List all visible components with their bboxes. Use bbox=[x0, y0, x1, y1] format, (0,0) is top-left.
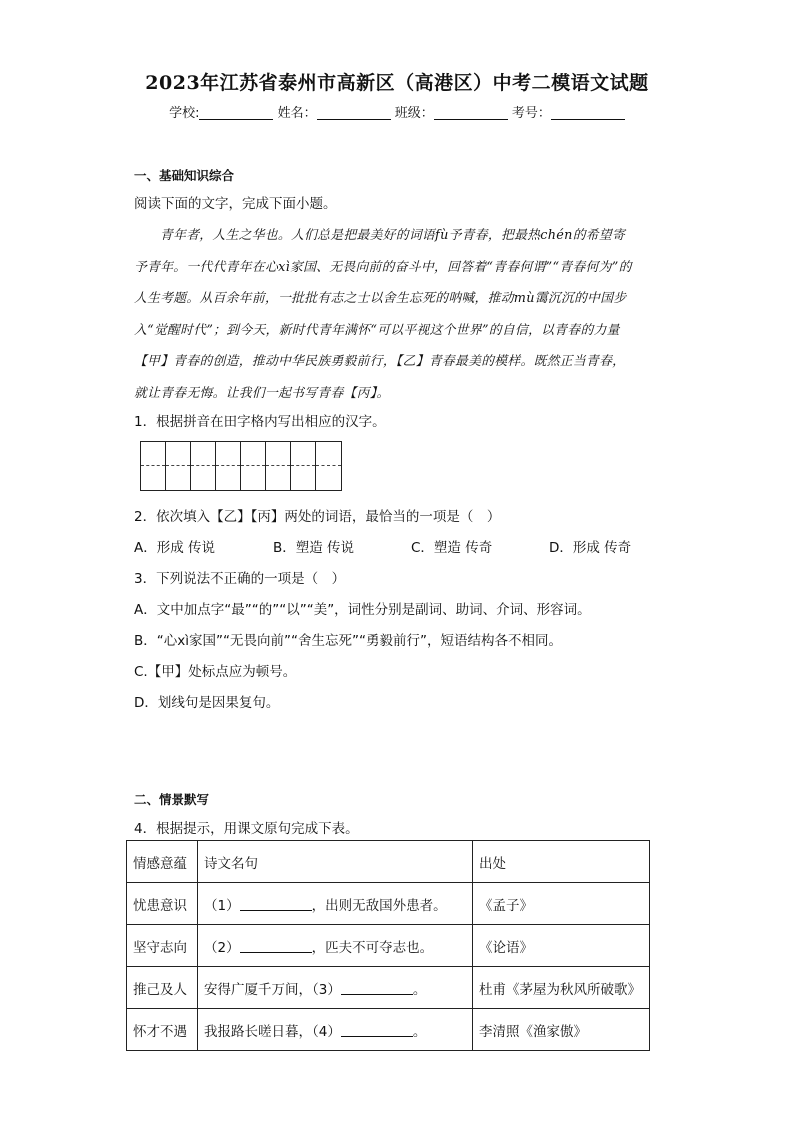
verse-cell: （2） ，匹夫不可夺志也。 bbox=[198, 925, 473, 967]
table-header-row bbox=[127, 841, 650, 883]
tianzige-cell[interactable] bbox=[241, 442, 266, 490]
emotion-cell: 坚守志向 bbox=[127, 925, 198, 967]
q3-option-a[interactable]: A．文中加点字“最”“的”“以”“美”，词性分别是副词、助词、介词、形容词。 bbox=[134, 602, 591, 618]
passage-line: 【甲】青春的创造，推动中华民族勇毅前行，【乙】青春最美的模样。既然正当青春， bbox=[134, 354, 626, 369]
table-row bbox=[127, 883, 650, 925]
student-info-line bbox=[0, 102, 794, 121]
q3-option-c[interactable]: C.【甲】处标点应为顿号。 bbox=[134, 664, 297, 680]
source-cell: 杜甫《茅屋为秋风所破歌》 bbox=[473, 967, 650, 1009]
table-row bbox=[127, 1009, 650, 1051]
page-title: 2023年江苏省泰州市高新区（高港区）中考二模语文试题 bbox=[145, 72, 649, 94]
verse-cell: 我报路长嗟日暮，（4） 。 bbox=[198, 1009, 473, 1051]
verse-cell: 安得广厦千万间，（3） 。 bbox=[198, 967, 473, 1009]
tianzige-cell[interactable] bbox=[216, 442, 241, 490]
q2-option-c[interactable]: C．塑造 传奇 bbox=[411, 540, 493, 556]
passage-line: 青年者，人生之华也。人们总是把最美好的词语fù予青春，把最热chén的希望寄 bbox=[160, 228, 626, 243]
question-3: 3．下列说法不正确的一项是（ ） bbox=[134, 571, 346, 587]
table-header: 诗文名句 bbox=[198, 841, 473, 883]
section2-heading: 二、情景默写 bbox=[134, 792, 210, 807]
source-cell: 李清照《渔家傲》 bbox=[473, 1009, 650, 1051]
question-4: 4．根据提示，用课文原句完成下表。 bbox=[134, 821, 359, 837]
emotion-cell: 怀才不遇 bbox=[127, 1009, 198, 1051]
section1-instruction: 阅读下面的文字，完成下面小题。 bbox=[134, 196, 337, 212]
name-label: 姓名： bbox=[277, 106, 317, 121]
section1-heading: 一、基础知识综合 bbox=[134, 168, 235, 183]
answer-blank[interactable] bbox=[341, 1024, 413, 1037]
source-cell: 《论语》 bbox=[473, 925, 650, 967]
emotion-cell: 忧患意识 bbox=[127, 883, 198, 925]
source-cell: 《孟子》 bbox=[473, 883, 650, 925]
verse-cell: （1） ，出则无敌国外患者。 bbox=[198, 883, 473, 925]
table-row bbox=[127, 925, 650, 967]
class-blank[interactable] bbox=[434, 105, 508, 120]
q2-option-b[interactable]: B．塑造 传说 bbox=[273, 540, 355, 556]
school-label: 学校: bbox=[169, 106, 200, 121]
exam-number-blank[interactable] bbox=[551, 105, 625, 120]
question-2: 2．依次填入【乙】【丙】两处的词语，最恰当的一项是（ ） bbox=[134, 509, 501, 525]
question-1: 1．根据拼音在田字格内写出相应的汉字。 bbox=[134, 414, 386, 430]
q3-option-b[interactable]: B．“心xì家国”“无畏向前”“舍生忘死”“勇毅前行”，短语结构各不相同。 bbox=[134, 633, 562, 649]
table-header: 出处 bbox=[473, 841, 650, 883]
q2-option-d[interactable]: D．形成 传奇 bbox=[549, 540, 632, 556]
passage-line: 予青年。一代代青年在心xì家国、无畏向前的奋斗中，回答着“青春何谓”“青春何为”的 bbox=[134, 259, 632, 275]
tianzige-cell[interactable] bbox=[166, 442, 191, 490]
table-header: 情感意蕴 bbox=[127, 841, 198, 883]
tianzige-cell[interactable] bbox=[316, 442, 341, 490]
answer-blank[interactable] bbox=[240, 940, 312, 953]
emotion-cell: 推己及人 bbox=[127, 967, 198, 1009]
passage-line: 就让青春无悔。让我们一起书写青春【丙】。 bbox=[134, 385, 390, 401]
recitation-table bbox=[126, 840, 650, 1051]
q3-option-d[interactable]: D．划线句是因果复句。 bbox=[134, 695, 280, 711]
answer-blank[interactable] bbox=[341, 982, 413, 995]
passage-line: 入“觉醒时代”；到今天，新时代青年满怀“可以平视这个世界”的自信，以青春的力量 bbox=[134, 322, 620, 338]
q2-option-a[interactable]: A．形成 传说 bbox=[134, 540, 216, 556]
tianzige-cell[interactable] bbox=[141, 442, 166, 490]
class-label: 班级： bbox=[394, 106, 434, 121]
answer-blank[interactable] bbox=[240, 898, 312, 911]
school-blank[interactable] bbox=[199, 105, 273, 120]
table-row bbox=[127, 967, 650, 1009]
tianzige-cell[interactable] bbox=[266, 442, 291, 490]
passage-line: 人生考题。从百余年前，一批批有志之士以舍生忘死的呐喊，推动mù霭沉沉的中国步 bbox=[134, 291, 627, 306]
reading-passage bbox=[134, 220, 660, 409]
tianzige-cell[interactable] bbox=[191, 442, 216, 490]
exam-number-label: 考号： bbox=[511, 106, 551, 121]
tianzige-cell[interactable] bbox=[291, 442, 316, 490]
name-blank[interactable] bbox=[317, 105, 391, 120]
tianzige-grid[interactable] bbox=[140, 441, 342, 491]
